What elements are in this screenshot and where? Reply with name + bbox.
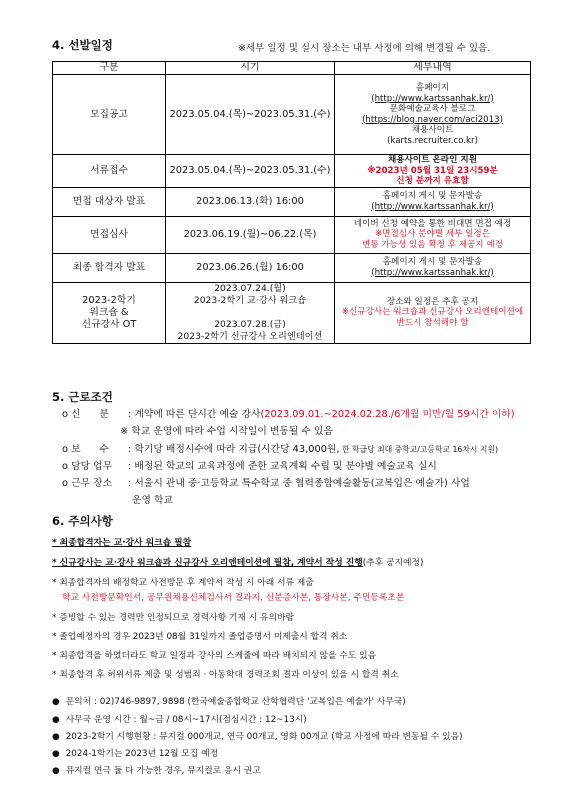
contact-item (52, 729, 463, 742)
condition-row (62, 441, 498, 455)
precaution-item: * 졸업예정자의 경우 2023년 08월 31일까지 졸업증명서 미제출시 합격 취소 (52, 632, 348, 642)
detail-line: 홈페이지 게시 및 문자발송 (382, 191, 483, 201)
schedule-notice: ※세부 일정 및 실시 장소는 내부 사정에 의해 변경될 수 있음. (238, 43, 491, 54)
category-line: 2023-2학기 (82, 294, 136, 306)
condition-row (62, 475, 470, 489)
detail-line: 신청 분까지 유효함 (396, 176, 469, 186)
cell-category: 면접심사 (53, 216, 166, 253)
cell-category: 최종 합격자 발표 (53, 253, 166, 282)
cell-date: 2023.06.19.(월)~06.22.(목) (166, 216, 335, 253)
cell-date: 2023.05.04.(목)~2023.05.31.(수) (166, 155, 335, 188)
cell-details (335, 282, 531, 343)
category-line: 신규강사 OT (81, 318, 137, 330)
condition-row (62, 406, 515, 420)
detail-line: 홈페이지 (415, 83, 450, 93)
table-row (53, 187, 531, 216)
cell-category: 면접 대상자 발표 (53, 187, 166, 216)
category-line: 워크숍 & (89, 306, 129, 318)
precaution-item: * 최종합격자의 배정학교 사전방문 후 계약서 작성 시 아래 서류 제출 (52, 578, 314, 588)
cell-details (335, 216, 531, 253)
precaution-item: * 증빙할 수 있는 경력만 인정되므로 경력사항 기재 시 유의바람 (52, 613, 295, 623)
contact-text: 사무국 운영 시간 : 월~금 / 08시~17시(점심시간 : 12~13시) (65, 715, 307, 725)
condition-text: : 학기당 배정시수에 따라 지급(시간당 43,000원, (128, 444, 340, 455)
condition-row (120, 423, 333, 437)
condition-row (132, 492, 173, 506)
bullet-icon: ● (52, 715, 60, 725)
detail-line: 반드시 참석해야 함 (396, 317, 469, 328)
contact-text: 2023-2학기 시행현황 : 뮤지컬 000개교, 연극 00개교, 영화 00개교 (학교 사정에 따라 변동될 수 있음) (65, 732, 463, 742)
table-header-row (53, 62, 531, 75)
date-line: 2023.07.28.(금) (214, 318, 286, 330)
header-category: 구분 (53, 62, 166, 75)
cell-details (335, 155, 531, 188)
cell-date: 2023.05.04.(목)~2023.05.31.(수) (166, 75, 335, 155)
date-line: 2023.07.24.(월) (214, 282, 286, 294)
cell-date (166, 282, 335, 343)
detail-line: ※면접심사 분야별 세부 일정은 (374, 229, 490, 240)
condition-label: o 신 분 (62, 409, 109, 420)
detail-line: (karts.recruiter.co.kr) (387, 135, 478, 146)
precaution-item: * 최종합격을 하였더라도 학교 일정과 강사의 스케줄에 따라 배치되지 않을 수도 있음 (52, 651, 377, 661)
condition-text: : 계약에 따른 단시간 예술 강사 (128, 409, 261, 420)
contact-item (52, 712, 307, 725)
detail-line: 채용사이트 (411, 125, 454, 135)
contact-item (52, 694, 406, 707)
detail-line: (https://blog.naver.com/aci2013) (362, 114, 503, 125)
bullet-icon: ● (52, 732, 60, 742)
condition-text: : 배정된 학교의 교육과정에 준한 교육계획 수립 및 분야별 예술교육 실시 (128, 461, 437, 472)
detail-line: 변동 가능성 있음 확정 후 제공지 예정 (362, 239, 503, 250)
condition-period: (2023.09.01.~2024.02.28./6개월 미만/월 59시간 이하) (260, 409, 515, 420)
condition-label: o 담당 업무 (62, 461, 113, 472)
section-5-title: 5. 근로조건 (52, 390, 113, 404)
section-4-title: 4. 선발일정 (52, 38, 113, 52)
section-6-title: 6. 주의사항 (52, 514, 113, 528)
detail-line: (http://www.kartssanhak.kr/) (371, 201, 494, 212)
table-row (53, 253, 531, 282)
bullet-icon: ● (52, 749, 60, 759)
table-row (53, 216, 531, 253)
table-row (53, 282, 531, 343)
precaution-item: * 최종합격자는 교·강사 워크숍 필참 (52, 538, 192, 548)
cell-details (335, 253, 531, 282)
table-row (53, 155, 531, 188)
precaution-tail: (추후 공지예정) (362, 558, 424, 568)
contact-text: 뮤지컬 연극 둘 다 가능한 경우, 뮤지컬로 응시 권고 (65, 766, 261, 776)
schedule-table (52, 61, 531, 344)
contact-text: 2024-1학기는 2023년 12월 모집 예정 (65, 749, 219, 759)
detail-line: ※2023년 05월 31일 23시59분 (367, 165, 498, 176)
precaution-text: * 신규강사는 교·강사 워크숍과 신규강사 오리엔테이션에 필참, 계약서 작성 진행 (52, 558, 363, 568)
detail-line: 문화예술교육사 블로그 (389, 104, 476, 114)
cell-category (53, 282, 166, 343)
bullet-icon: ● (52, 697, 60, 707)
detail-line: (http://www.kartssanhak.kr/) (371, 93, 494, 104)
contact-item (52, 746, 218, 759)
table-row (53, 75, 531, 155)
condition-label: o 근무 장소 (62, 478, 113, 489)
detail-line: ※신규강사는 워크숍과 신규강사 오리엔테이션에 (341, 307, 524, 318)
condition-note: 한 학급당 최대 중학교/고등학교 16차시 지원) (339, 445, 499, 454)
bullet-icon: ● (52, 766, 60, 776)
detail-line: (http://www.kartssanhak.kr/) (371, 267, 494, 278)
contact-text: 문의처 : 02)746-9897, 9898 (한국예술종합학교 산학협력단 '교복입은 예술가' 사무국) (65, 697, 406, 707)
date-line: 2023-2학기 신규강사 오리엔테이션 (177, 330, 323, 342)
cell-category: 모집공고 (53, 75, 166, 155)
precaution-item: 학교 사전방문확인서, 공무원채용신체검사서 결과지, 신분증사본, 통장사본, 주민등록초본 (62, 593, 405, 603)
condition-text: ※ 학교 운영에 따라 수업 시작일이 변동될 수 있음 (120, 426, 333, 437)
detail-line: 채용사이트 온라인 지원 (388, 155, 477, 165)
detail-line: 장소와 일정은 추후 공지 (386, 296, 479, 307)
precaution-item: * 최종합격 후 허위서류 제출 및 성범죄 · 아동학대 경력조회 결과 이상이 있을 시 합격 취소 (52, 670, 399, 680)
date-line (168, 307, 332, 319)
condition-row (62, 458, 437, 472)
condition-text: 운영 학교 (132, 495, 173, 506)
cell-date: 2023.06.13.(화) 16:00 (166, 187, 335, 216)
detail-line: 홈페이지 게시 및 문자발송 (382, 257, 483, 267)
date-line: 2023-2학기 교·강사 워크숍 (193, 294, 307, 306)
condition-label: o 보 수 (62, 444, 109, 455)
cell-details (335, 187, 531, 216)
detail-line: 네이버 신청 예약을 통한 비대면 면접 예정 (353, 218, 512, 229)
cell-category: 서류접수 (53, 155, 166, 188)
header-details: 세부내역 (335, 62, 531, 75)
cell-details (335, 75, 531, 155)
cell-date: 2023.06.26.(월) 16:00 (166, 253, 335, 282)
precaution-item (52, 555, 423, 568)
header-date: 시기 (166, 62, 335, 75)
condition-text: : 서울시 관내 중·고등학교 특수학교 중 협력종합예술활동(교복입은 예술가) 사업 (128, 478, 470, 489)
contact-item (52, 763, 261, 776)
